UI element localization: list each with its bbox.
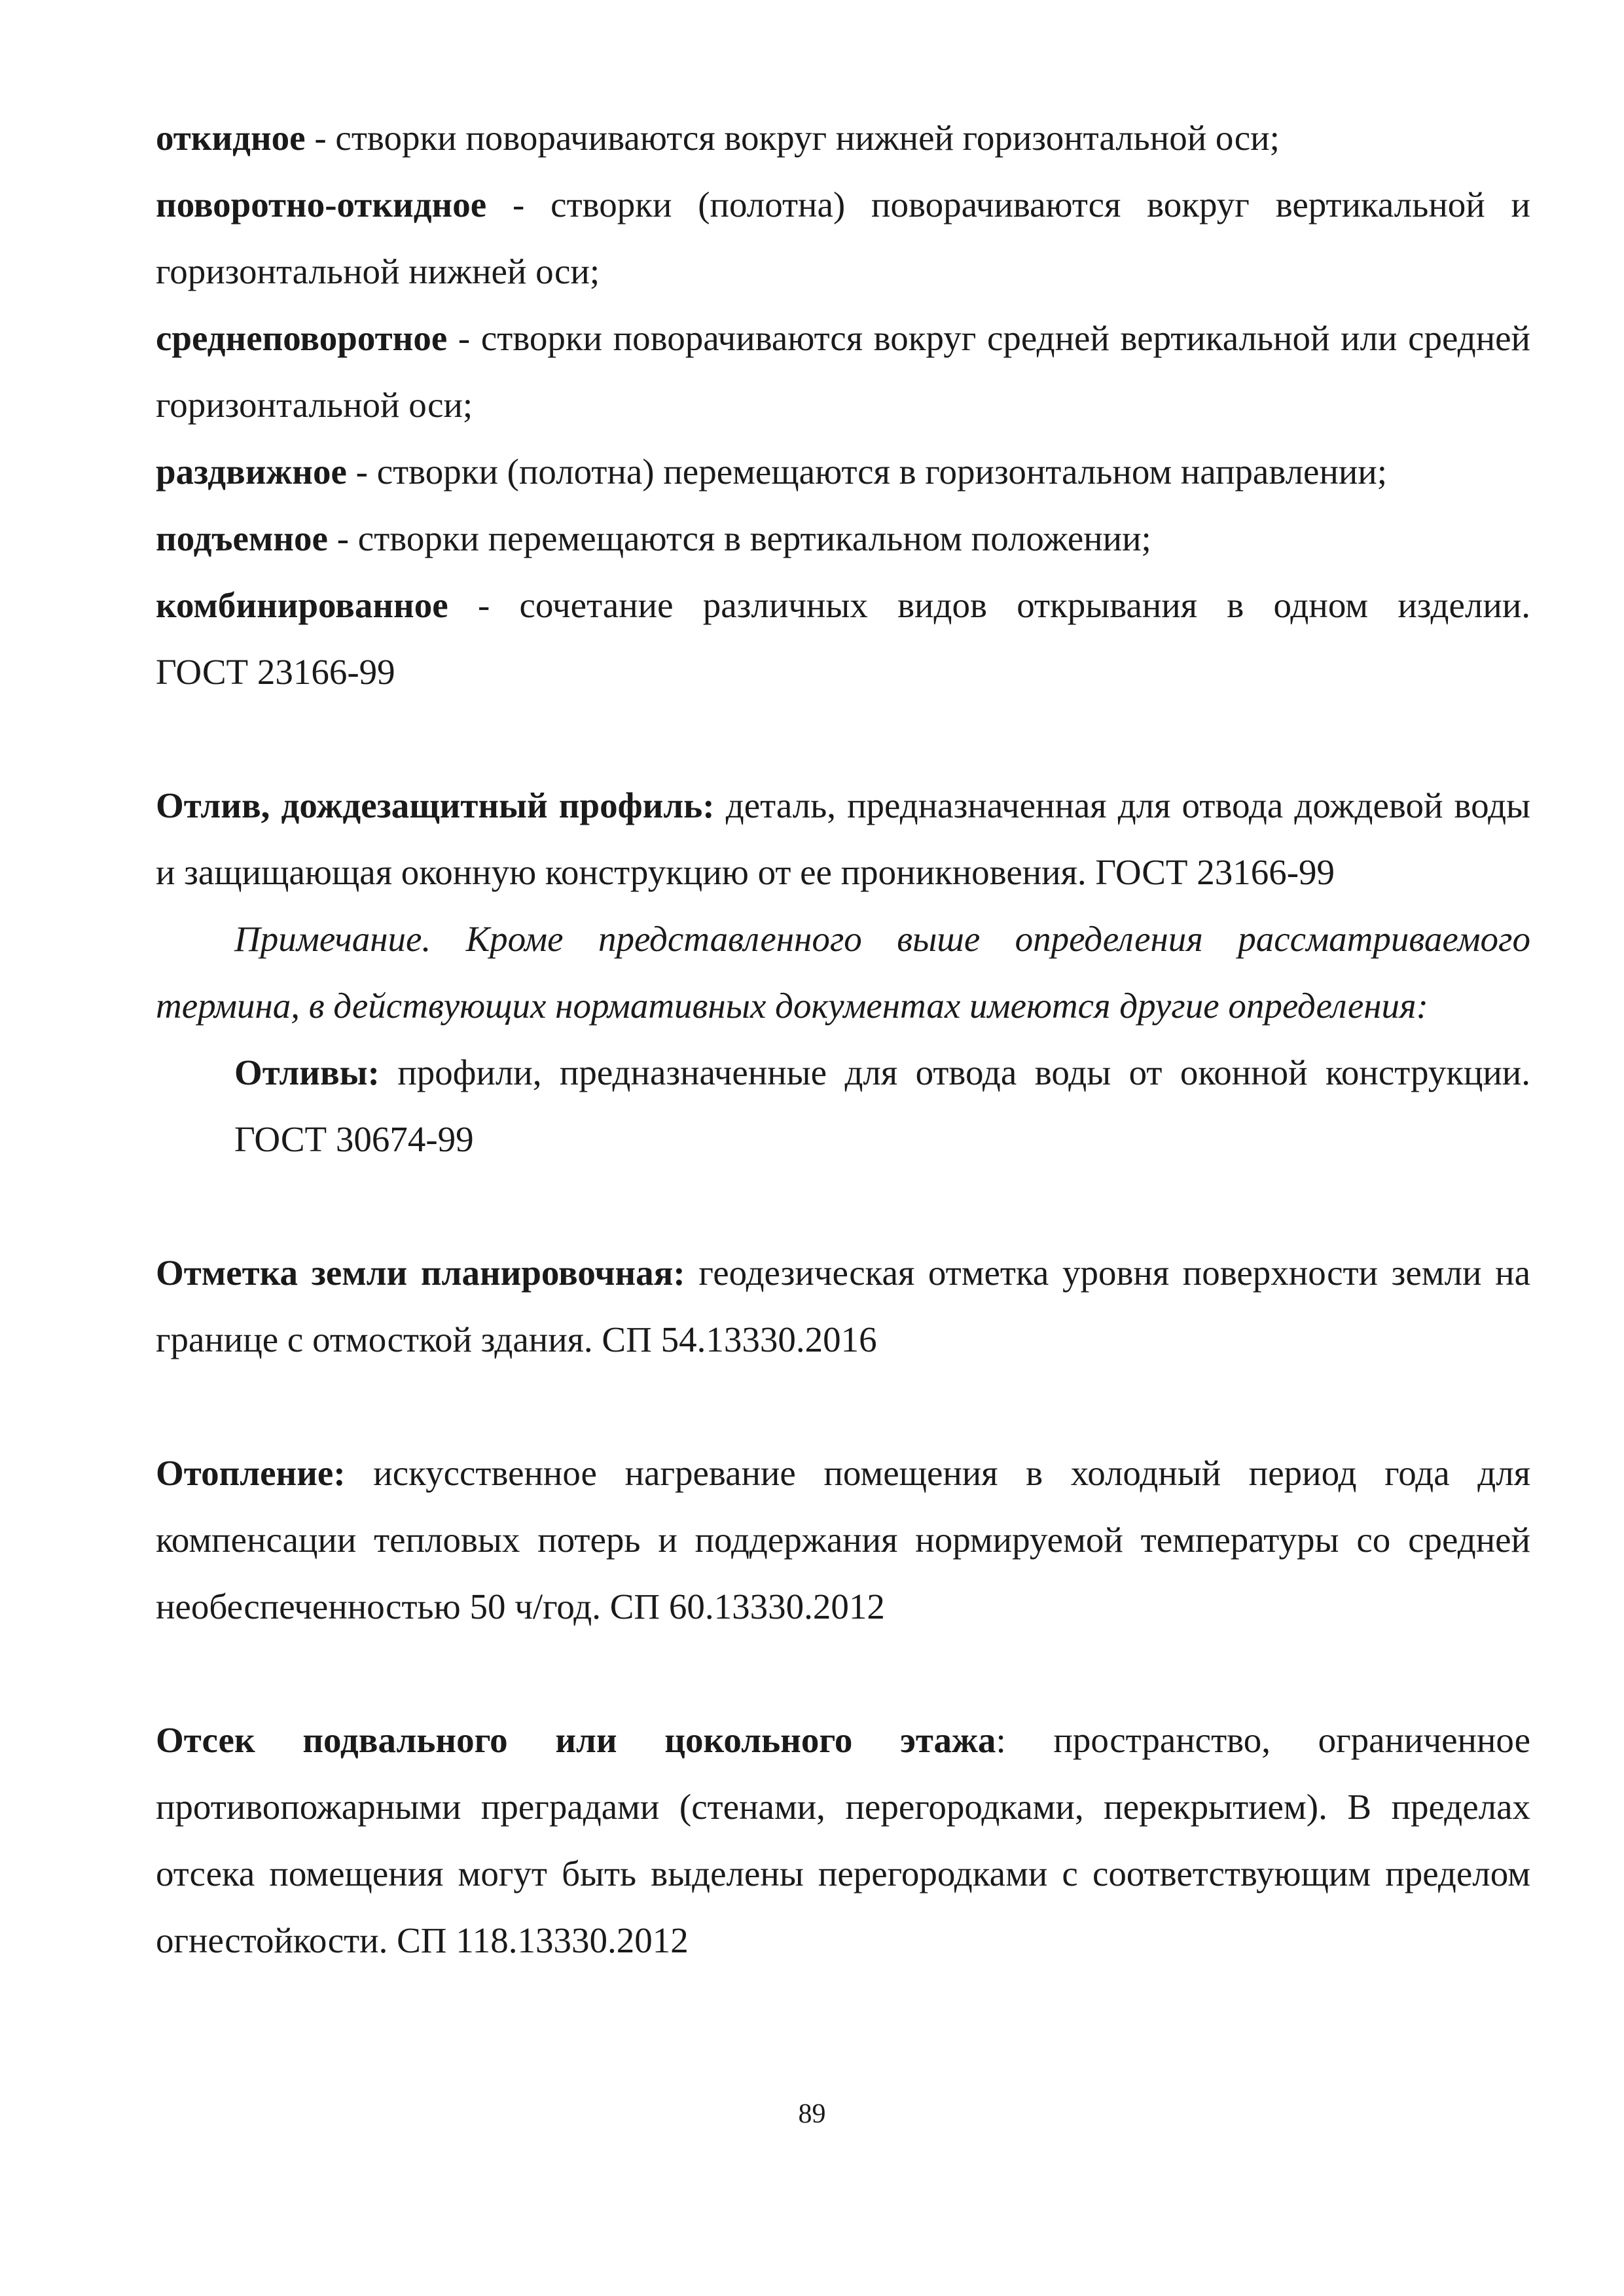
- entry-otmetka: [156, 1240, 1530, 1373]
- term-label: Отопление:: [156, 1453, 346, 1493]
- term-definition: геодезическая отметка уровня поверхности земли на границе с отмосткой здания. СП 54.13330.2016: [156, 1253, 1530, 1359]
- term-label: комбинированное: [156, 585, 448, 625]
- paragraph-gap: [156, 706, 1530, 772]
- entry-kombinirovannoe-reference: [156, 639, 1530, 706]
- standard-reference: ГОСТ 30674-99: [234, 1119, 474, 1159]
- paragraph-gap: [156, 1173, 1530, 1240]
- term-label: Отлив, дождезащитный профиль:: [156, 785, 715, 825]
- entry-podemnoe: [156, 505, 1530, 572]
- note-text: Примечание. Кроме представленного выше определения рассматриваемого термина, в действующих нормативных документах имеются другие определения:: [156, 919, 1530, 1026]
- term-definition: - створки (полотна) поворачиваются вокруг вертикальной и горизонтальной нижней оси;: [156, 185, 1530, 291]
- paragraph-gap: [156, 1640, 1530, 1707]
- term-label: поворотно-откидное: [156, 185, 487, 224]
- page-number: 89: [798, 2099, 826, 2129]
- term-label: Отливы:: [234, 1052, 380, 1092]
- term-definition: деталь, предназначенная для отвода дождевой воды и защищающая оконную конструкцию от ее проникновения. ГОСТ 23166-99: [156, 785, 1530, 892]
- entry-srednepovorotnoe: [156, 305, 1530, 439]
- entry-otliv: [156, 772, 1530, 906]
- term-label: среднеповоротное: [156, 318, 448, 358]
- entry-otoplenie: [156, 1440, 1530, 1640]
- entry-otsek: [156, 1707, 1530, 1974]
- entry-kombinirovannoe: [156, 572, 1530, 639]
- term-definition: профили, предназначенные для отвода воды от оконной конструкции.: [379, 1052, 1530, 1092]
- term-definition: искусственное нагревание помещения в холодный период года для компенсации тепловых потерь и поддержания нормируемой температуры со средней необеспеченностью 50 ч/год. СП 60.13330.2012: [156, 1453, 1530, 1626]
- entry-otlivy-reference: [156, 1106, 1530, 1173]
- term-definition: - створки поворачиваются вокруг средней вертикальной или средней горизонтальной оси;: [156, 318, 1530, 425]
- term-label: Отсек подвального или цокольного этажа: [156, 1720, 996, 1760]
- term-label: откидное: [156, 118, 306, 158]
- term-label: раздвижное: [156, 452, 347, 492]
- standard-reference: ГОСТ 23166-99: [156, 652, 395, 692]
- entry-otkidnoe: [156, 105, 1530, 171]
- term-label: Отметка земли планировочная:: [156, 1253, 685, 1293]
- term-definition: : пространство, ограниченное противопожарными преградами (стенами, перегородками, перекрытием). В пределах отсека помещения могут быть выделены перегородками с соответствующим пределом огнестойкости. СП 118.13330.2012: [156, 1720, 1530, 1960]
- entry-razdvizhnoe: [156, 439, 1530, 505]
- term-definition: - сочетание различных видов открывания в одном изделии.: [448, 585, 1530, 625]
- document-body: [156, 105, 1530, 1974]
- term-definition: - створки поворачиваются вокруг нижней горизонтальной оси;: [305, 118, 1280, 158]
- term-definition: - створки перемещаются в вертикальном положении;: [327, 518, 1151, 558]
- term-label: подъемное: [156, 518, 328, 558]
- entry-povorotno-otkidnoe: [156, 171, 1530, 305]
- term-definition: - створки (полотна) перемещаются в горизонтальном направлении;: [346, 452, 1388, 492]
- paragraph-gap: [156, 1373, 1530, 1440]
- entry-otliv-note: [156, 906, 1530, 1039]
- entry-otlivy: [156, 1039, 1530, 1106]
